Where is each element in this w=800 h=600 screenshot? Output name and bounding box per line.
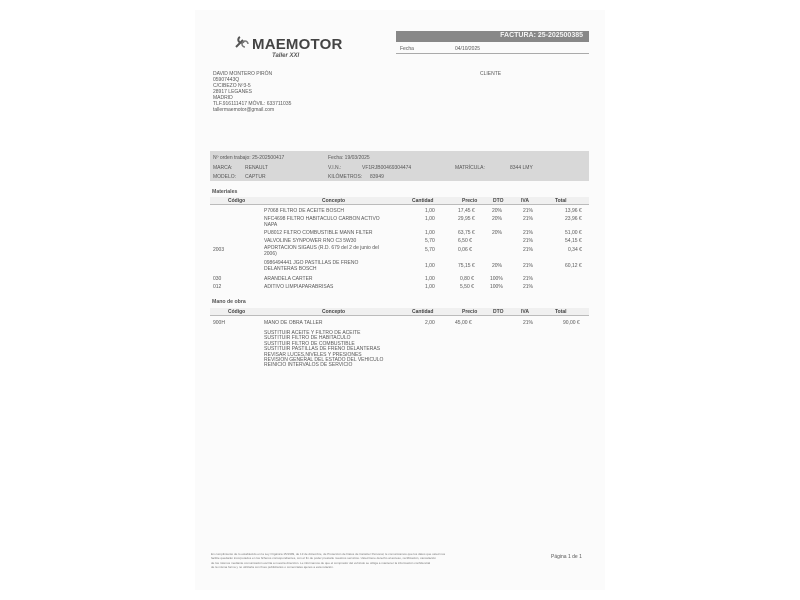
row-dto: 100% [490,276,503,282]
row-qty: 1,00 [425,276,435,282]
list-item: REVISAR LUCES,NIVELES Y PRESIONES [264,351,362,358]
divider [396,53,589,54]
col-total: Total [555,309,567,315]
col-dto: DTO [493,309,504,315]
col-iva: IVA [521,309,529,315]
col-total: Total [555,198,567,204]
col-concept: Concepto [322,309,346,315]
row-qty: 1,00 [425,216,435,222]
col-code: Código [228,309,246,315]
row-price: 0,06 € [458,247,472,253]
order-number: Nº orden trabajo: 25-202500417 [213,155,285,161]
row-iva: 21% [523,208,534,214]
client-label: CLIENTE [480,71,502,77]
row-concept-cont: DELANTERAS BOSCH [264,266,317,272]
row-concept: PU8012 FILTRO COMBUSTIBLE MANN FILTER [264,230,373,236]
row-qty: 5,70 [425,238,435,244]
order-date: Fecha: 19/03/2025 [328,155,370,161]
row-dto: 20% [492,263,503,269]
row-total: 0,34 € [568,247,582,253]
row-price: 5,50 € [460,284,474,290]
wrench-logo-icon [233,33,251,51]
row-dto: 20% [492,208,503,214]
list-item: SUSTITUIR ACEITE Y FILTRO DE ACEITE [264,330,361,336]
row-qty: 1,00 [425,230,435,236]
row-price: 0,80 € [460,276,474,282]
client-line: MADRID [213,95,233,101]
row-concept: ARANDELA CARTER [264,276,313,282]
row-total: 13,96 € [565,208,582,214]
vin-value: VF1RJB00469304474 [362,165,412,171]
row-iva: 21% [523,247,534,253]
plate-value: 8344 LMY [510,165,533,171]
row-iva: 21% [523,276,534,282]
row-qty: 1,00 [425,284,435,290]
row-total: 90,00 € [563,320,580,326]
row-price: 6,50 € [458,238,472,244]
brand-label: MARCA: [213,165,233,171]
model-label: MODELO: [213,174,237,180]
row-concept: P7068 FILTRO DE ACEITE BOSCH [264,208,344,214]
row-dto: 20% [492,216,503,222]
brand-name: MAEMOTOR [252,36,343,53]
client-line: DAVID MONTERO PIRÓN [213,71,273,77]
row-price: 45,00 € [455,320,472,326]
km-label: KILÓMETROS: [328,174,363,180]
row-qty: 1,00 [425,208,435,214]
row-qty: 2,00 [425,320,435,326]
row-qty: 1,00 [425,263,435,269]
page-number: Página 1 de 1 [551,554,582,560]
row-concept: NFC4698 FILTRO HABITACULO CARBON ACTIVO [264,216,380,222]
legal-line: de los mismos mediante comunicación escrita a nuestra dirección. Le informamos de que el comprador del vehículo se obliga a mantener la información confidencial [211,560,431,565]
col-dto: DTO [493,198,504,204]
model-value: CAPTUR [245,174,266,180]
materials-header-row [210,197,589,205]
row-total: 54,15 € [565,238,582,244]
col-qty: Cantidad [412,198,434,204]
legal-notice [211,552,536,570]
client-line: 05907443Q [213,77,240,83]
brand-subtitle: Taller XXI [272,53,300,59]
row-concept: VALVOLINE SYNPOWER RNO C3 5W30 [264,238,357,244]
row-price: 63,75 € [458,230,475,236]
client-line: 28917 LEGANES [213,89,252,95]
labour-task-list [264,331,383,369]
row-iva: 21% [523,263,534,269]
row-concept: APORTACION SIGAUS (R.D. 679 del 2 de junio del [264,245,379,251]
date-value: 04/10/2025 [455,46,481,52]
row-price: 29,95 € [458,216,475,222]
client-line: TLF.916111417 MÓVIL: 633711035 [213,101,292,107]
list-item: SUSTITUIR PASTILLAS DE FRENO DELANTERAS [264,346,381,353]
row-iva: 21% [523,284,534,290]
col-iva: IVA [521,198,529,204]
list-item: REVISION GENERAL DEL ESTADO DEL VEHICULO [264,357,384,364]
row-concept-cont: 2006) [264,251,277,257]
row-price: 17,45 € [458,208,475,214]
row-code: 030 [213,276,222,282]
col-price: Precio [462,198,478,204]
legal-line: facilite quedarán incorporados en los ficheros correspondientes, con el fin de poder prestarle nuestros servicios. Usted tiene derecho al acceso, rectificación, cancelación [211,556,436,561]
row-dto: 100% [490,284,503,290]
invoice-title: FACTURA: 25-202500385 [500,32,583,39]
labour-title: Mano de obra [212,299,246,305]
invoice-title-bar [396,31,589,42]
km-value: 83949 [370,174,384,180]
plate-label: MATRÍCULA: [455,165,485,171]
list-item: REINICIO INTERVALOS DE SERVICIO [264,362,353,369]
brand-value: RENAULT [245,165,268,171]
col-concept: Concepto [322,198,346,204]
date-label: Fecha [400,46,414,52]
row-code: 900H [213,320,225,326]
col-price: Precio [462,309,478,315]
row-total: 23,96 € [565,216,582,222]
row-iva: 21% [523,238,534,244]
row-price: 75,15 € [458,263,475,269]
client-block [213,71,291,113]
list-item: SUSTITUIR FILTRO DE HABITACULO [264,335,351,342]
materials-title: Materiales [212,189,238,195]
row-qty: 5,70 [425,247,435,253]
client-line: tallermaemotor@gmail.com [213,107,275,113]
row-iva: 21% [523,230,534,236]
labour-header-row [210,308,589,316]
client-line: C/CIBEZO Nº3-5 [213,83,251,89]
row-code: 2003 [213,247,225,253]
row-dto: 20% [492,230,503,236]
row-concept: MANO DE OBRA TALLER [264,320,323,326]
list-item: SUSTITUIR FILTRO DE COMBUSTIBLE [264,340,355,347]
vin-label: V.I.N.: [328,165,342,171]
col-qty: Cantidad [412,309,434,315]
row-iva: 21% [523,216,534,222]
row-total: 60,12 € [565,263,582,269]
row-concept: ADITIVO LIMPIAPARABRISAS [264,284,334,290]
legal-line: de la misma forma y no utilizarla con fines publicitarios o comerciales ajenos a esta relación. [211,565,334,570]
row-code: 012 [213,284,222,290]
row-iva: 21% [523,320,534,326]
legal-line: En cumplimiento de lo establecido en la Ley Orgánica 15/1999, de 13 de diciembre, de Protección de Datos de Carácter Personal, le comunicamos que los datos que usted nos [211,552,446,556]
row-total: 51,00 € [565,230,582,236]
row-concept-cont: NAPA [264,222,278,228]
col-code: Código [228,198,246,204]
row-concept: 0986494441 JGO PASTILLAS DE FRENO [264,260,359,266]
